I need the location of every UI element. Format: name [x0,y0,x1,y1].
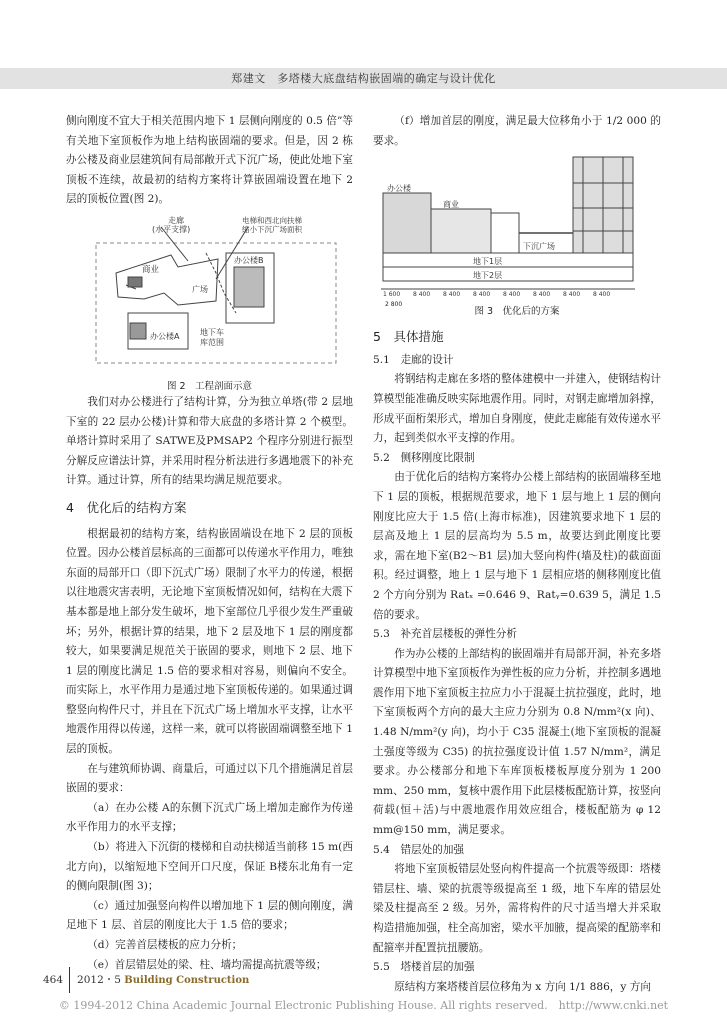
fig3-dim-3: 8 400 [443,291,461,298]
fig3-office-label: 办公楼 [387,184,411,194]
fig3-dim-1: 1 600 [383,291,401,298]
list-item-c: （c）通过加强竖向构件以增加地下 1 层的侧向刚度，满足地下 1 层、首层的刚度比大于 1.5 倍的要求； [66,899,353,932]
corridor-label: 走廊 [168,215,184,225]
fig3-b1-label: 地下1层 [473,257,503,267]
section-5-4-text: 将地下室顶板错层处竖向构件提高一个抗震等级即：塔楼错层柱、墙、梁的抗震等级提高至 1 级，地下车库的错层处梁及柱提高至 2 级。另外，需将构件的尺寸适当增大并采取构造措施加强，柱全高加密，梁水平加腋，提高梁的配筋率和配箍率并配置抗扭腰筋。 [373,863,661,954]
section-5-1-heading: 5.1 走廊的设计 [373,353,454,366]
fig3-dim-6: 8 400 [533,291,551,298]
section-5-2-text: 由于优化后的结构方案将办公楼上部结构的嵌固端移至地下 1 层的顶板，根据规范要求，地下 1 层与地上 1 层的侧向刚度比应大于 1.5 倍(上海市标准)，因建筑要求地下 1 层的层高及地上 1 层的层高均为 5.5 m，故要达到此刚度比要求，需在地下室(B2～B1 层)加大竖向构件(墙及柱)的截面面积。经过调整，地上 1 层与地下 1 层相应塔的侧移刚度比值 2 个方向分别为 Ratₓ =0.646 9、Ratᵧ=0.639 5，满足 1.5 倍的要求。 [373,471,661,621]
figure-3 [373,153,661,318]
footer-divider [69,967,70,993]
list-item-d: （d）完善首层楼板的应力分析； [87,939,243,951]
commerce-label: 商业 [142,264,160,275]
figure-2-drawing [66,213,353,369]
page-number: 464 [43,974,64,986]
list-item-b: （b）将进入下沉街的楼梯和自动扶梯适当前移 15 m(西北方向)，以缩短地下空间开口尺度，保证 B楼东北角有一定的侧向限制(图 3)； [66,841,353,893]
fig3-dim-7: 8 400 [563,291,581,298]
issue-number: 2012・5 [77,974,121,986]
garage-label: 地下车 [200,327,224,337]
fig3-dim-2: 8 400 [413,291,431,298]
section-5-4-heading: 5.4 错层处的加强 [373,843,465,856]
garage-sub-label: 库范围 [200,337,224,347]
fig3-dim-8: 8 400 [593,291,611,298]
right-paragraph-f: （f）增加首层的刚度，满足最大位移角小于 1/2 000 的要求。 [373,115,661,147]
fig3-dim-4: 8 400 [473,291,491,298]
section-5-5-text: 原结构方案塔楼首层位移角为 x 方向 1/1 886，y 方向 [394,980,651,993]
left-paragraph-2: 我们对办公楼进行了结构计算，分为独立单塔(带 2 层地下室的 22 层办公楼)计算和带大底盘的多塔计算 2 个模型。单塔计算时采用了 SATWE及PMSAP2 个程序分别进行振型分解反应谱法计算，并采用时程分析法进行多遇地震下的补充计算。通过计算，所有的结果均满足规范要求。 [66,395,353,487]
section-5-heading: 5 具体措施 [373,329,444,345]
stair-sub-label: 缩小下沉广场面积 [242,224,302,234]
running-header: 郑建文 多塔楼大底盘结构嵌固端的确定与设计优化 [0,68,727,89]
left-paragraph-4: 在与建筑师协调、商量后，可通过以下几个措施满足首层嵌固的要求： [66,762,353,795]
section-4-heading: 4 优化后的结构方案 [66,499,187,515]
section-5-1-text: 将钢结构走廊在多塔的整体建模中一并建入，使钢结构计算模型能准确反映实际地震作用。同时，对钢走廊增加斜撑，形成平面桁架形式，增加自身刚度，使此走廊能有效传递水平力，起到类似水平支撑的作用。 [373,373,661,445]
right-column [373,112,661,997]
list-item-e: （e）首层错层处的梁、柱、墙均需提高抗震等级； [87,958,327,971]
figure-3-drawing [373,153,661,297]
section-5-3-text: 作为办公楼的上部结构的嵌固端并有局部开洞，补充多塔计算模型中地下室顶板作为弹性板的应力分析，并控制多遇地震作用下地下室顶板主拉应力小于混凝土抗拉强度，此时，地下室顶板两个方向的最大主应力分别为 0.8 N/mm²(x 向)、1.48 N/mm²(y 向)，均小于 C35 混凝土(地下室顶板的混凝土强度等级为 C35) 的抗拉强度设计值 1.57 N/mm²，满足要求。办公楼部分和地下车库顶板楼板厚度分别为 1 200 mm、250 mm，复核中震作用下此层楼板配筋计算，按竖向荷载(恒＋活)与中震地震作用效应组合，楼板配筋为 φ 12 mm@150 mm，满足要求。 [373,647,661,837]
corridor-sub-label: (水平支撑) [152,224,191,234]
figure-3-caption: 图 3 优化后的方案 [474,306,560,318]
figure-2-caption: 图 2 工程剖面示意 [166,380,253,392]
fig3-sunken-label: 下沉广场 [523,242,555,252]
page-footer [43,967,249,993]
list-item-a: （a）在办公楼 A的东侧下沉式广场上增加走廊作为传递水平作用力的水平支撑； [66,801,353,834]
section-5-2-heading: 5.2 侧移刚度比限制 [373,451,475,464]
left-column [66,112,353,975]
fig3-dim-5: 8 400 [503,291,521,298]
left-paragraph-3: 根据最初的结构方案，结构嵌固端设在地下 2 层的顶板位置。因办公楼首层标高的三面都可以传递水平作用力，唯独东面的局部开口（即下沉式广场）限制了水平力的传递，根据以往地震灾害表明，无论地下室顶板情况如何，结构在大震下基本都是地上部分发生破坏，地下室部位几乎很少发生严重破坏；另外，根据计算的结果，地下 2 层及地下 1 层的刚度都较大，如果要满足规范关于嵌固的要求，则地下 2 层、地下 1 层的刚度比满足 1.5 倍的要求相对容易，则偏向不安全。而实际上，水平作用力是通过地下室顶板传递的。如果通过调整竖向构件尺寸，并且在下沉式广场上增加水平支撑，让水平地震作用得以传递，这样一来，就可以将嵌固端调整至地下 1 层的顶板。 [66,527,353,756]
square-label: 广场 [192,284,208,294]
section-5-3-heading: 5.3 补充首层楼板的弹性分析 [373,628,517,641]
stair-label: 电梯和西北向扶梯 [242,215,302,225]
fig3-commerce-label: 商业 [443,200,459,210]
figure-2 [66,213,353,392]
journal-name: Building Construction [124,975,250,986]
office-a-label: 办公楼A [150,331,180,341]
copyright-line: © 1994-2012 China Academic Journal Electronic Publishing House. All rights reserved. http://www.cnki.net [58,999,669,1012]
left-paragraph-1: 侧向刚度不宜大于相关范围内地下 1 层侧向刚度的 0.5 倍”等有关地下室顶板作为地上结构嵌固端的要求。但是，因 2 栋办公楼及商业层建筑间有局部敞开式下沉广场，使此处地下室顶板不连续，故最初的结构方案将计算嵌固端设置在地下 2 层的顶板位置(图 2)。 [66,115,353,206]
section-5-5-heading: 5.5 塔楼首层的加强 [373,961,475,974]
fig3-b2-label: 地下2层 [473,271,503,281]
fig3-dim-low: 2 800 [385,301,403,309]
office-b-label: 办公楼B [234,255,264,265]
